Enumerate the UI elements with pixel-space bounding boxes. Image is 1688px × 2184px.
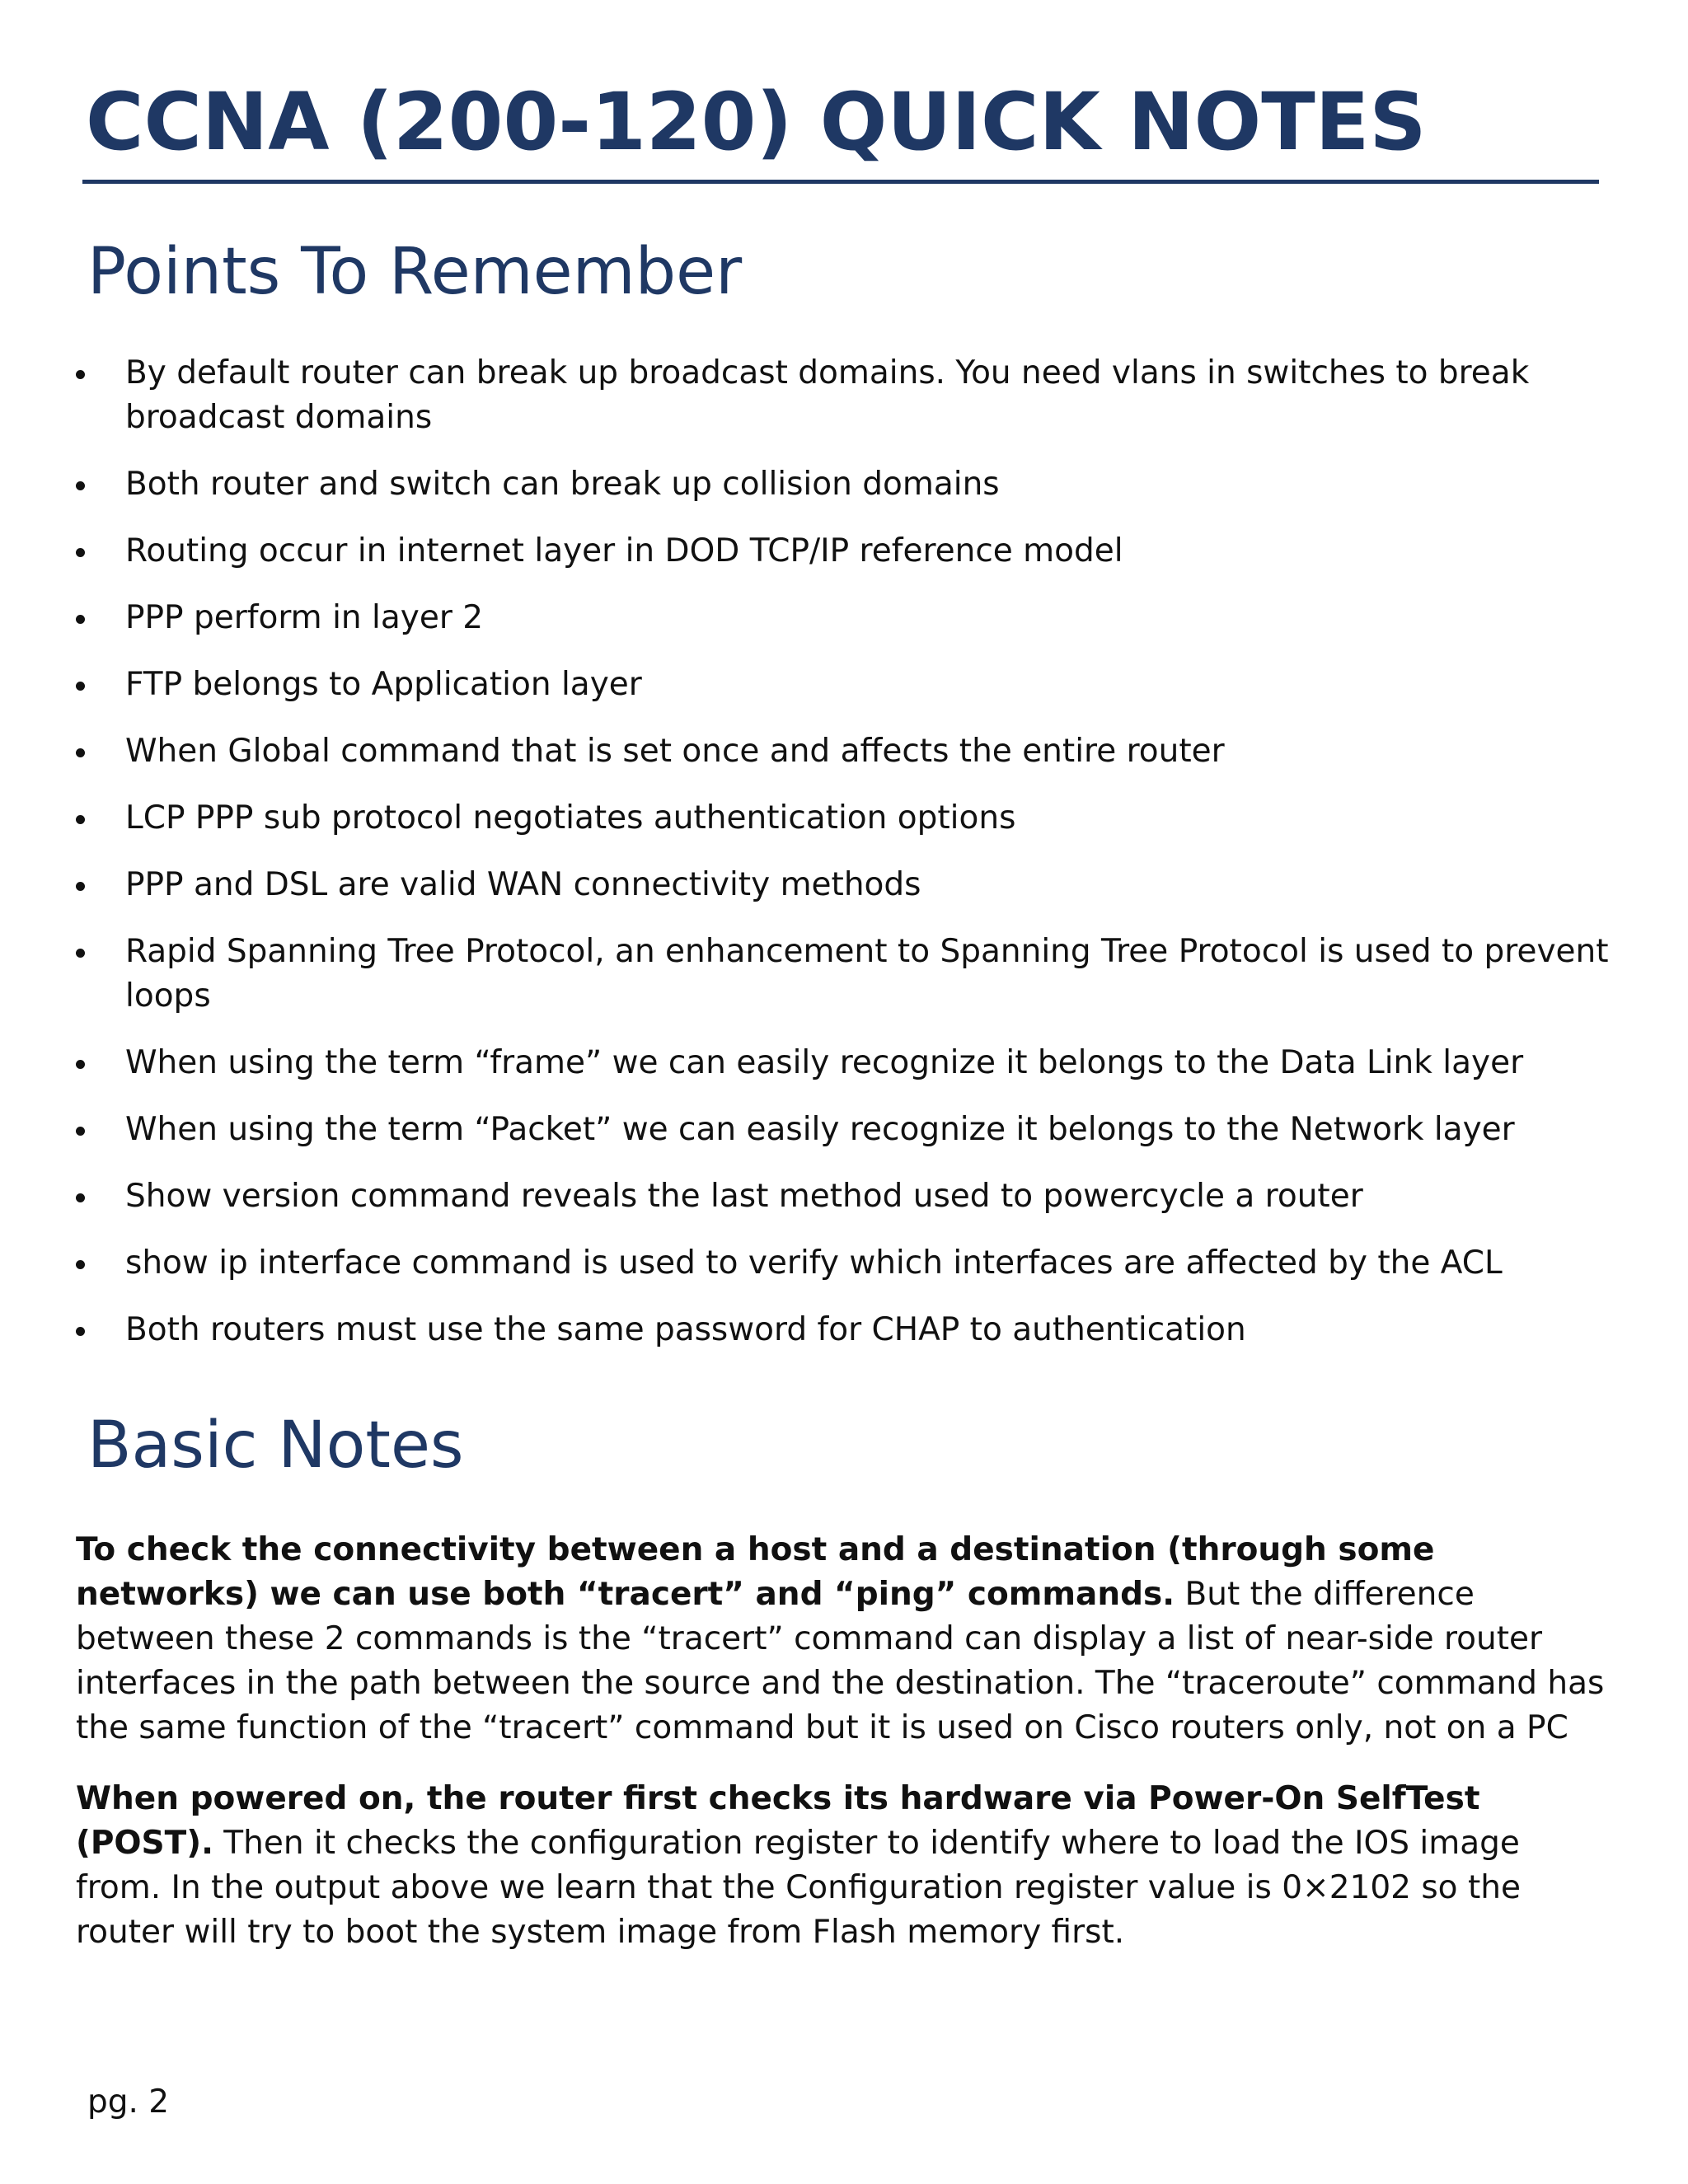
bullet-icon — [76, 882, 85, 891]
paragraph-lead-bold: To check the connectivity between a host and a destination (through some networks) we can use both “tracert” and “ping” commands. — [76, 1531, 1435, 1613]
basic-note-paragraph — [76, 1777, 1609, 1955]
title-divider — [82, 180, 1599, 184]
bullet-icon — [76, 949, 85, 958]
bullet-icon — [76, 370, 85, 379]
basic-note-paragraph — [76, 1528, 1609, 1750]
points-list — [76, 351, 1609, 1375]
list-item: PPP and DSL are valid WAN connectivity methods — [76, 863, 1609, 907]
bullet-icon — [76, 748, 85, 757]
bullet-icon — [76, 548, 85, 557]
bullet-icon — [76, 1193, 85, 1202]
list-item: FTP belongs to Application layer — [76, 663, 1609, 707]
paragraph-body: Then it checks the configuration register to identify where to load the IOS image from. In the output above we learn that the Configuration register value is 0×2102 so the router will try to boot the system image from Flash memory first. — [76, 1825, 1521, 1951]
list-item: show ip interface command is used to verify which interfaces are affected by the ACL — [76, 1241, 1609, 1286]
page-number: pg. 2 — [87, 2083, 170, 2121]
points-to-remember-heading: Points To Remember — [87, 235, 743, 309]
paragraph-lead-bold: When powered on, the router first checks its hardware via Power-On SelfTest (POST). — [76, 1780, 1480, 1862]
list-item: When using the term “Packet” we can easily recognize it belongs to the Network layer — [76, 1108, 1609, 1152]
bullet-icon — [76, 1260, 85, 1269]
list-item: When using the term “frame” we can easily recognize it belongs to the Data Link layer — [76, 1041, 1609, 1085]
bullet-icon — [76, 615, 85, 624]
bullet-icon — [76, 815, 85, 824]
paragraph-body: But the difference between these 2 commands is the “tracert” command can display a list of near-side router interfaces in the path between the source and the destination. The “traceroute” command has the same function of the “tracert” command but it is used on Cisco routers only, not on a PC — [76, 1576, 1605, 1746]
bullet-icon — [76, 481, 85, 490]
document-title: CCNA (200-120) QUICK NOTES — [86, 76, 1427, 168]
bullet-icon — [76, 1327, 85, 1336]
list-item: Rapid Spanning Tree Protocol, an enhancement to Spanning Tree Protocol is used to prevent loops — [76, 930, 1609, 1019]
basic-notes-heading: Basic Notes — [87, 1408, 464, 1483]
list-item: PPP perform in layer 2 — [76, 596, 1609, 640]
list-item: Both router and switch can break up collision domains — [76, 462, 1609, 507]
list-item: Both routers must use the same password for CHAP to authentication — [76, 1308, 1609, 1352]
list-item: Routing occur in internet layer in DOD TCP/IP reference model — [76, 529, 1609, 574]
list-item: Show version command reveals the last method used to powercycle a router — [76, 1174, 1609, 1219]
list-item: When Global command that is set once and affects the entire router — [76, 729, 1609, 774]
bullet-icon — [76, 1060, 85, 1069]
bullet-icon — [76, 682, 85, 691]
list-item: LCP PPP sub protocol negotiates authentication options — [76, 796, 1609, 841]
list-item: By default router can break up broadcast domains. You need vlans in switches to break broadcast domains — [76, 351, 1609, 440]
bullet-icon — [76, 1127, 85, 1136]
